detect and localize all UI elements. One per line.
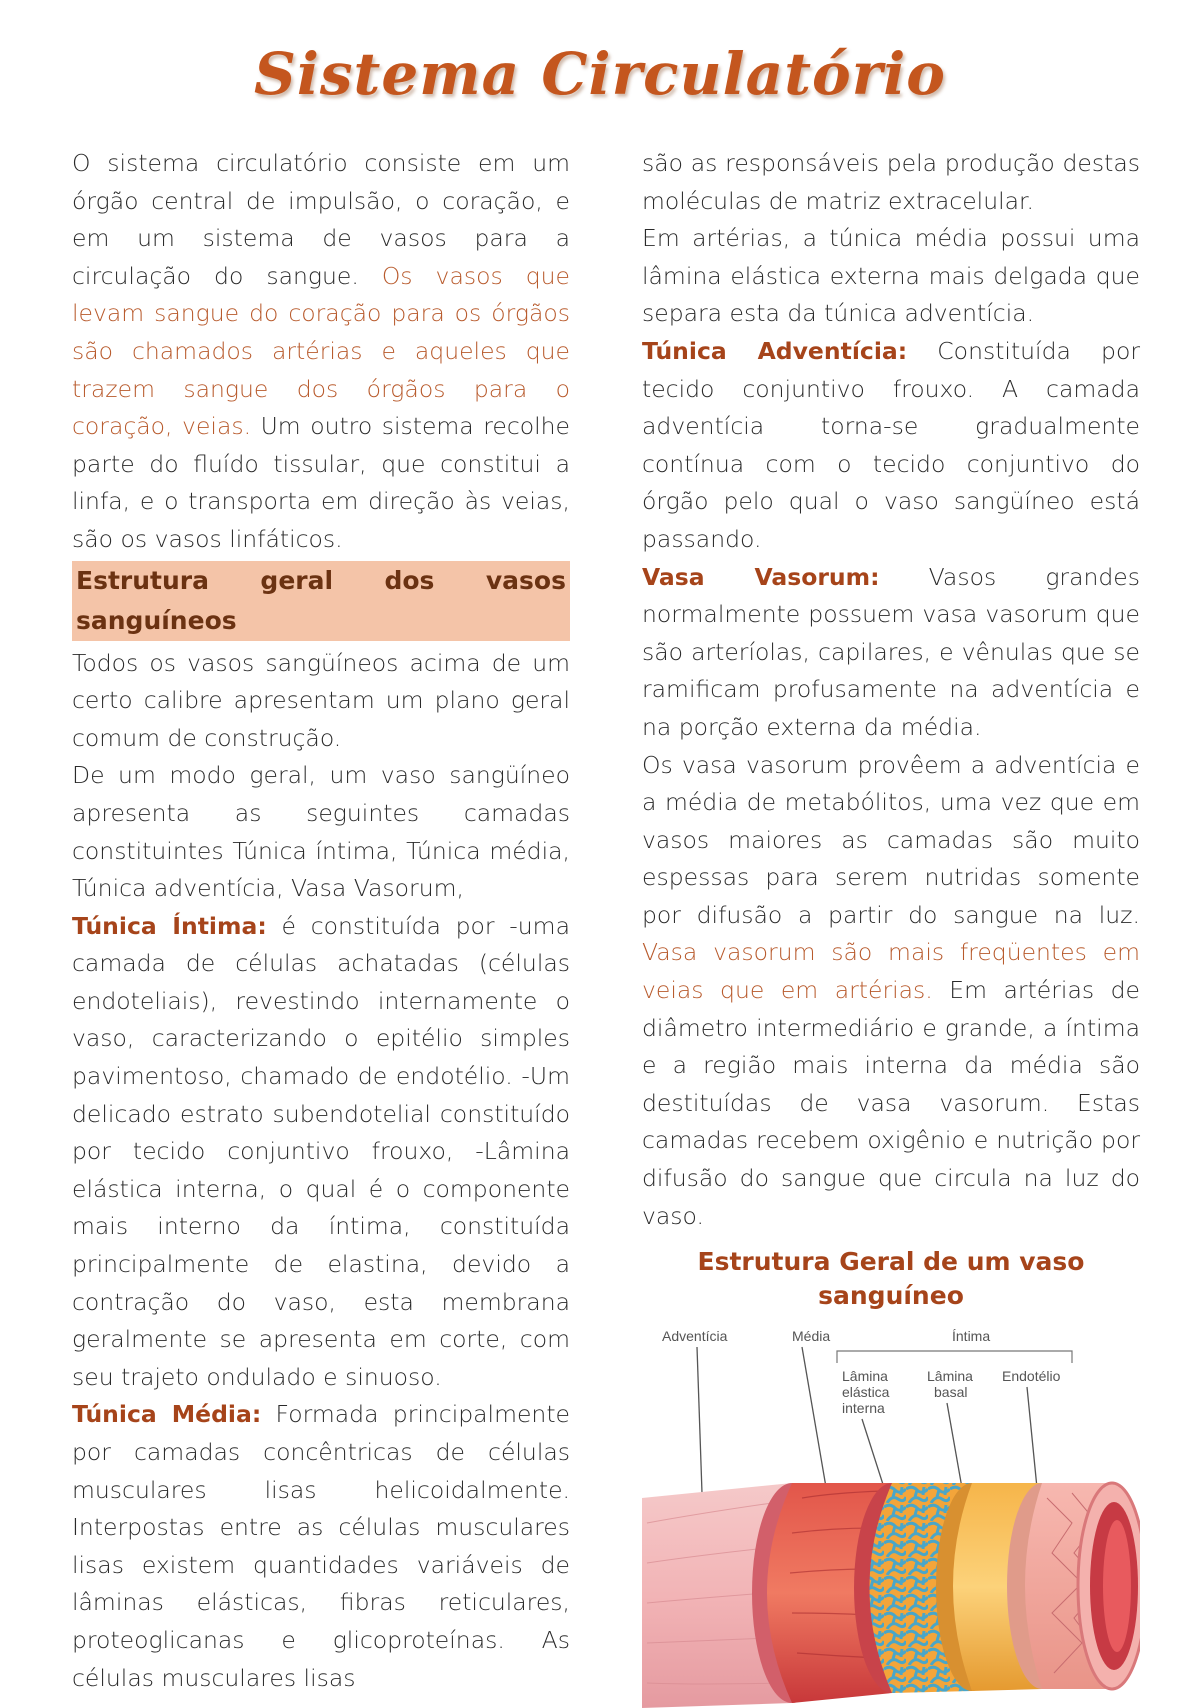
left-column	[72, 145, 570, 1697]
adventicia-term: Túnica Adventícia:	[642, 336, 908, 365]
media-term: Túnica Média:	[72, 1400, 262, 1429]
figure-title: Estrutura Geral de um vaso sanguíneo	[697, 1247, 1085, 1311]
label-endotelio: Endotélio	[1002, 1368, 1061, 1385]
vasa-detail-a: Os vasa vasorum provêem a adventícia e a média de metabólitos, uma vez que em vasos maiores as camadas são muito espessas para serem nutridas somente por difusão a partir do sangue na luz.	[642, 750, 1140, 929]
label-media: Média	[792, 1328, 831, 1345]
intro-text-c: Um outro sistema recolhe parte do fluído tissular, que constitui a linfa, e o transporta em direção às veias, são os vasos linfáticos.	[72, 412, 570, 553]
right-column	[642, 145, 1140, 1708]
vasa-term: Vasa Vasorum:	[642, 562, 880, 591]
vessel-figure	[642, 1323, 1140, 1708]
section-heading: Estrutura geral dos vasos sanguíneos	[72, 561, 570, 641]
intima-paragraph	[72, 908, 570, 1397]
adventicia-paragraph	[642, 333, 1140, 559]
layers-paragraph: De um modo geral, um vaso sangüíneo apresenta as seguintes camadas constituintes Túnica íntima, Túnica média, Túnica adventícia, Vasa Vasorum,	[72, 761, 570, 903]
vasa-detail-paragraph	[642, 747, 1140, 1236]
vasa-detail-highlight: Vasa vasorum são mais freqüentes em veias que em artérias.	[642, 938, 1140, 1005]
vasa-paragraph	[642, 559, 1140, 747]
page-title: Sistema Circulatório	[253, 40, 946, 108]
intima-text: é constituída por -uma camada de células achatadas (células endoteliais), revestindo internamente o vaso, caracterizando o epitélio simples pavimentoso, chamado de endotélio. -Um delicado estrato subendotelial constituído por tecido conjuntivo frouxo, -Lâmina elástica interna, o qual é o componente mais interno da íntima, constituída principalmente de elastina, devido a contração do vaso, esta membrana geralmente se apresenta em corte, com seu trajeto ondulado e sinuoso.	[72, 911, 570, 1391]
intro-text-a: O sistema circulatório consiste em um órgão central de impulsão, o coração, e em um sistema de vasos para a circulação do sangue.	[72, 149, 570, 290]
label-adventicia: Adventícia	[662, 1328, 728, 1345]
structure-paragraph: Todos os vasos sangüíneos acima de um certo calibre apresentam um plano geral comum de construção.	[72, 648, 570, 752]
vasa-detail-c: Em artérias de diâmetro intermediário e grande, a íntima e a região mais interna da média são destituídas de vasa vasorum. Estas camadas recebem oxigênio e nutrição por difusão do sangue que circula na luz do vaso.	[642, 976, 1140, 1230]
intro-text-highlight: Os vasos que levam sangue do coração para os órgãos são chamados artérias e aqueles que trazem sangue dos órgãos para o coração, veias.	[72, 261, 570, 441]
label-lamina-basal-1: Lâmina	[927, 1368, 973, 1385]
label-intima: Íntima	[952, 1328, 991, 1345]
media-continued-paragraph: são as responsáveis pela produção destas moléculas de matriz extracelular.	[642, 149, 1140, 215]
adventicia-text: Constituída por tecido conjuntivo frouxo. A camada adventícia torna-se gradualmente contínua com o tecido conjuntivo do órgão pelo qual o vaso sangüíneo está passando.	[642, 336, 1140, 553]
label-lamina-elastica-2: elástica	[842, 1384, 890, 1401]
arteries-paragraph: Em artérias, a túnica média possui uma lâmina elástica externa mais delgada que separa esta da túnica adventícia.	[642, 224, 1140, 328]
vessel-illustration	[642, 1323, 1140, 1708]
media-paragraph	[72, 1396, 570, 1697]
intima-term: Túnica Íntima:	[72, 911, 267, 940]
label-lamina-basal-2: basal	[934, 1384, 968, 1401]
label-lamina-elastica-3: interna	[842, 1400, 885, 1417]
media-text: Formada principalmente por camadas concêntricas de células musculares lisas helicoidalmente. Interpostas entre as células musculares lisas existem quantidades variáveis de lâminas elásticas, fibras reticulares, proteoglicanas e glicoproteínas. As células musculares lisas	[72, 1400, 570, 1692]
intro-paragraph	[72, 145, 570, 559]
label-lamina-elastica-1: Lâmina	[842, 1368, 888, 1385]
vasa-text: Vasos grandes normalmente possuem vasa vasorum que são arteríolas, capilares, e vênulas que se ramificam profusamente na adventícia e na porção externa da média.	[642, 562, 1140, 741]
